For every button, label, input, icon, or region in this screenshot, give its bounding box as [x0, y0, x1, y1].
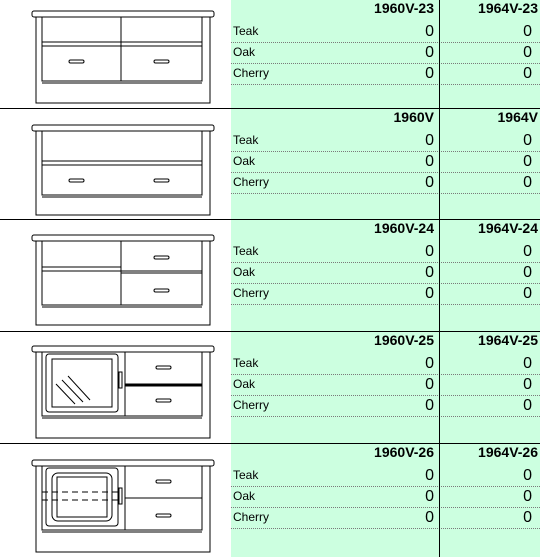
- product-row: [0, 109, 540, 220]
- model-code-60: 1960V-24: [374, 220, 434, 236]
- model-code-64: 1964V-26: [478, 444, 538, 460]
- quantity-cell[interactable]: 0: [425, 355, 434, 372]
- row-divider: [0, 108, 540, 109]
- quantity-cell[interactable]: 0: [523, 23, 532, 40]
- quantity-cell[interactable]: 0: [425, 132, 434, 149]
- quantity-cell[interactable]: 0: [523, 285, 532, 302]
- wood-label: Cherry: [233, 398, 270, 412]
- model-code-64: 1964V: [497, 109, 538, 125]
- quantity-cell[interactable]: 0: [425, 264, 434, 281]
- quantity-cell[interactable]: 0: [523, 467, 532, 484]
- quantity-cell[interactable]: 0: [523, 243, 532, 260]
- quantity-cell[interactable]: 0: [425, 23, 434, 40]
- model-code-60: 1960V: [393, 109, 434, 125]
- quantity-cell[interactable]: 0: [523, 153, 532, 170]
- wood-label: Teak: [233, 133, 259, 147]
- quantity-cell[interactable]: 0: [425, 153, 434, 170]
- wood-label: Cherry: [233, 175, 270, 189]
- quantity-cell[interactable]: 0: [523, 132, 532, 149]
- column-divider: [439, 0, 440, 557]
- wood-label: Oak: [233, 265, 256, 279]
- quantity-cell[interactable]: 0: [523, 376, 532, 393]
- product-row: [0, 0, 540, 111]
- wood-label: Teak: [233, 244, 259, 258]
- quantity-cell[interactable]: 0: [425, 285, 434, 302]
- model-code-60: 1960V-26: [374, 444, 434, 460]
- wood-label: Cherry: [233, 286, 270, 300]
- model-code-60: 1960V-23: [374, 0, 434, 16]
- quantity-cell[interactable]: 0: [523, 174, 532, 191]
- wood-label: Oak: [233, 154, 256, 168]
- quantity-cell[interactable]: 0: [523, 488, 532, 505]
- wood-label: Oak: [233, 45, 256, 59]
- cabinet-four-drawer-icon: [0, 0, 231, 111]
- product-row: [0, 444, 540, 557]
- row-divider: [0, 219, 540, 220]
- quantity-cell[interactable]: 0: [523, 509, 532, 526]
- quantity-cell[interactable]: 0: [425, 397, 434, 414]
- model-code-64: 1964V-25: [478, 332, 538, 348]
- cabinet-one-drawer-icon: [0, 109, 231, 220]
- quantity-cell[interactable]: 0: [425, 44, 434, 61]
- product-row: [0, 332, 540, 443]
- quantity-cell[interactable]: 0: [523, 355, 532, 372]
- quantity-cell[interactable]: 0: [425, 467, 434, 484]
- quantity-cell[interactable]: 0: [523, 44, 532, 61]
- wood-label: Oak: [233, 377, 256, 391]
- cabinet-glass-door-icon: [0, 332, 231, 443]
- row-divider: [0, 331, 540, 332]
- model-code-64: 1964V-23: [478, 0, 538, 16]
- model-code-60: 1960V-25: [374, 332, 434, 348]
- wood-label: Teak: [233, 356, 259, 370]
- wood-label: Teak: [233, 24, 259, 38]
- product-row: [0, 220, 540, 331]
- quantity-cell[interactable]: 0: [523, 264, 532, 281]
- quantity-cell[interactable]: 0: [523, 397, 532, 414]
- quantity-cell[interactable]: 0: [425, 509, 434, 526]
- quantity-cell[interactable]: 0: [425, 376, 434, 393]
- wood-label: Oak: [233, 489, 256, 503]
- quantity-cell[interactable]: 0: [425, 243, 434, 260]
- quantity-cell[interactable]: 0: [523, 65, 532, 82]
- model-code-64: 1964V-24: [478, 220, 538, 236]
- cabinet-shelf-two-drawer-icon: [0, 220, 231, 331]
- quantity-cell[interactable]: 0: [425, 488, 434, 505]
- quantity-cell[interactable]: 0: [425, 174, 434, 191]
- wood-label: Cherry: [233, 510, 270, 524]
- wood-label: Cherry: [233, 66, 270, 80]
- quantity-cell[interactable]: 0: [425, 65, 434, 82]
- wood-label: Teak: [233, 468, 259, 482]
- row-divider: [0, 443, 540, 444]
- cabinet-mesh-door-icon: [0, 444, 231, 557]
